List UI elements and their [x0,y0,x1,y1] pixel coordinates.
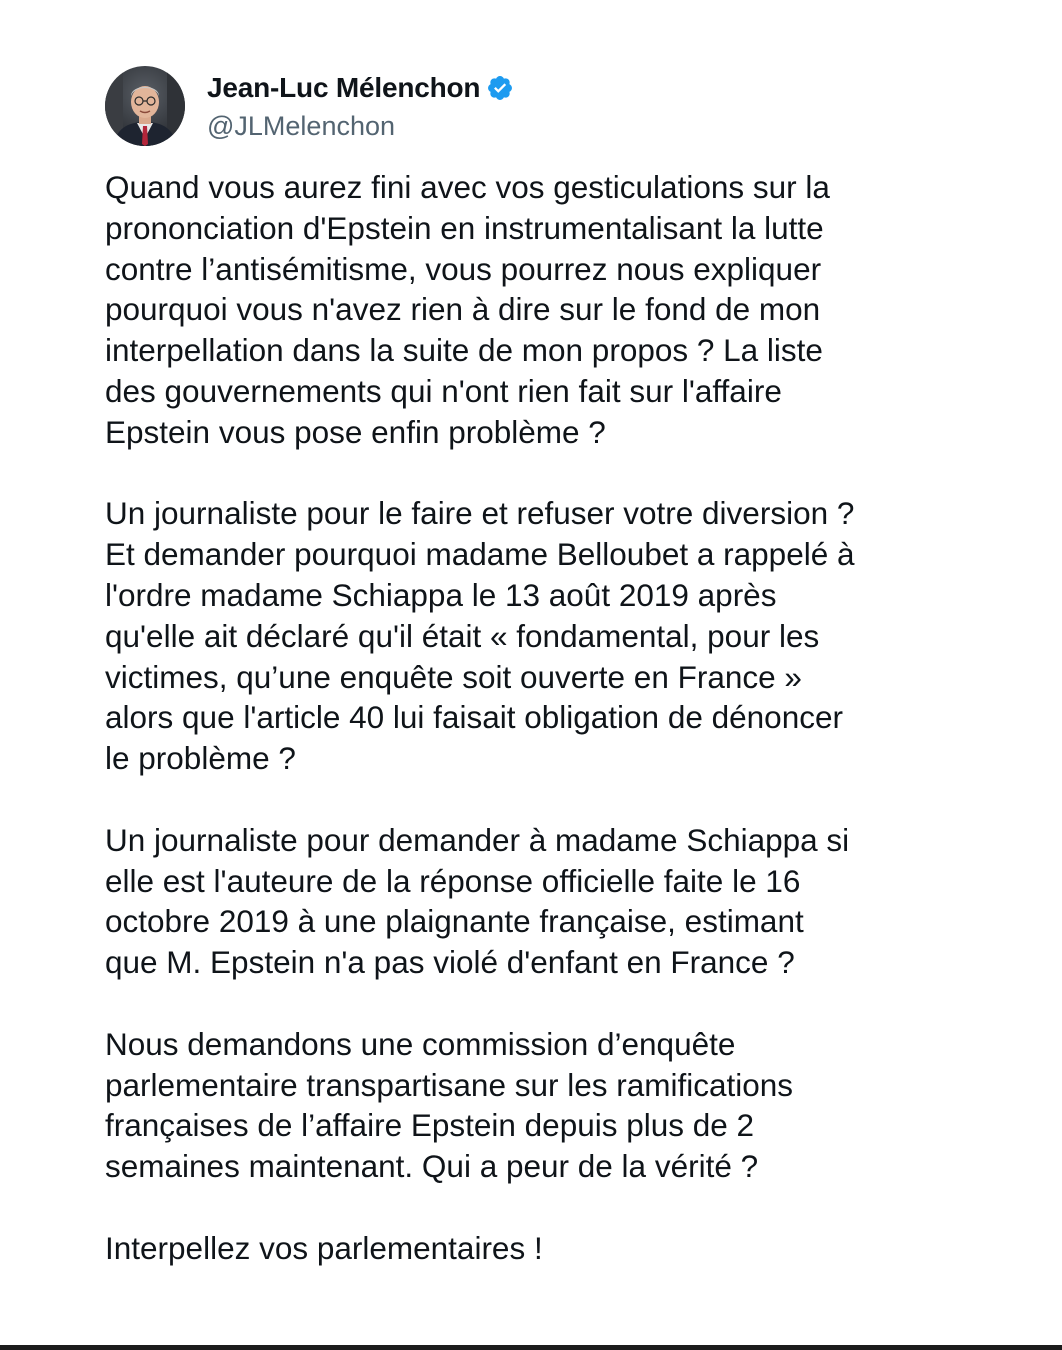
tweet-text [105,167,1005,1309]
tweet-paragraph [105,1228,1005,1269]
tweet-line: victimes, qu’une enquête soit ouverte en France » [105,658,802,695]
tweet-line: françaises de l’affaire Epstein depuis plus de 2 [105,1107,755,1144]
author-display-name[interactable]: Jean-Luc Mélenchon [207,72,481,103]
tweet-line: Nous demandons une commission d’enquête [105,1025,736,1062]
tweet-line: que M. Epstein n'a pas violé d'enfant en France ? [105,944,795,981]
avatar[interactable] [105,66,185,146]
tweet-line: alors que l'article 40 lui faisait obligation de dénoncer [105,699,843,736]
tweet-line: Interpellez vos parlementaires ! [105,1229,543,1266]
tweet-line: l'ordre madame Schiappa le 13 août 2019 après [105,576,777,613]
tweet-line: Un journaliste pour le faire et refuser votre diversion ? [105,495,855,532]
author-handle[interactable]: @JLMelenchon [207,111,396,141]
tweet-line: contre l’antisémitisme, vous pourrez nous expliquer [105,250,822,287]
tweet-line: semaines maintenant. Qui a peur de la vérité ? [105,1148,759,1185]
tweet-line: pourquoi vous n'avez rien à dire sur le fond de mon [105,291,821,328]
tweet-paragraph [105,167,1005,453]
tweet-line: elle est l'auteure de la réponse officielle faite le 16 [105,862,801,899]
verified-badge-icon [486,74,514,102]
tweet-line: Un journaliste pour demander à madame Schiappa si [105,821,850,858]
tweet-line: octobre 2019 à une plaignante française, estimant [105,903,804,940]
tweet-line: le problème ? [105,740,296,777]
tweet-paragraph [105,1024,1005,1187]
tweet-line: qu'elle ait déclaré qu'il était « fondamental, pour les [105,617,820,654]
tweet-line: interpellation dans la suite de mon propos ? La liste [105,332,823,369]
tweet-paragraph [105,493,1005,779]
author-identity [207,68,514,144]
profile-photo-icon [105,66,185,146]
author-name-row [207,68,514,108]
tweet-line: des gouvernements qui n'ont rien fait sur l'affaire [105,372,782,409]
bottom-divider [0,1345,1062,1350]
tweet-paragraph [105,820,1005,983]
tweet-line: Epstein vous pose enfin problème ? [105,413,606,450]
tweet-line: Et demander pourquoi madame Belloubet a rappelé à [105,536,855,573]
tweet-header [105,66,514,146]
tweet-line: prononciation d'Epstein en instrumentalisant la lutte [105,209,824,246]
tweet-line: parlementaire transpartisane sur les ramifications [105,1066,794,1103]
tweet-line: Quand vous aurez fini avec vos gesticulations sur la [105,169,830,205]
